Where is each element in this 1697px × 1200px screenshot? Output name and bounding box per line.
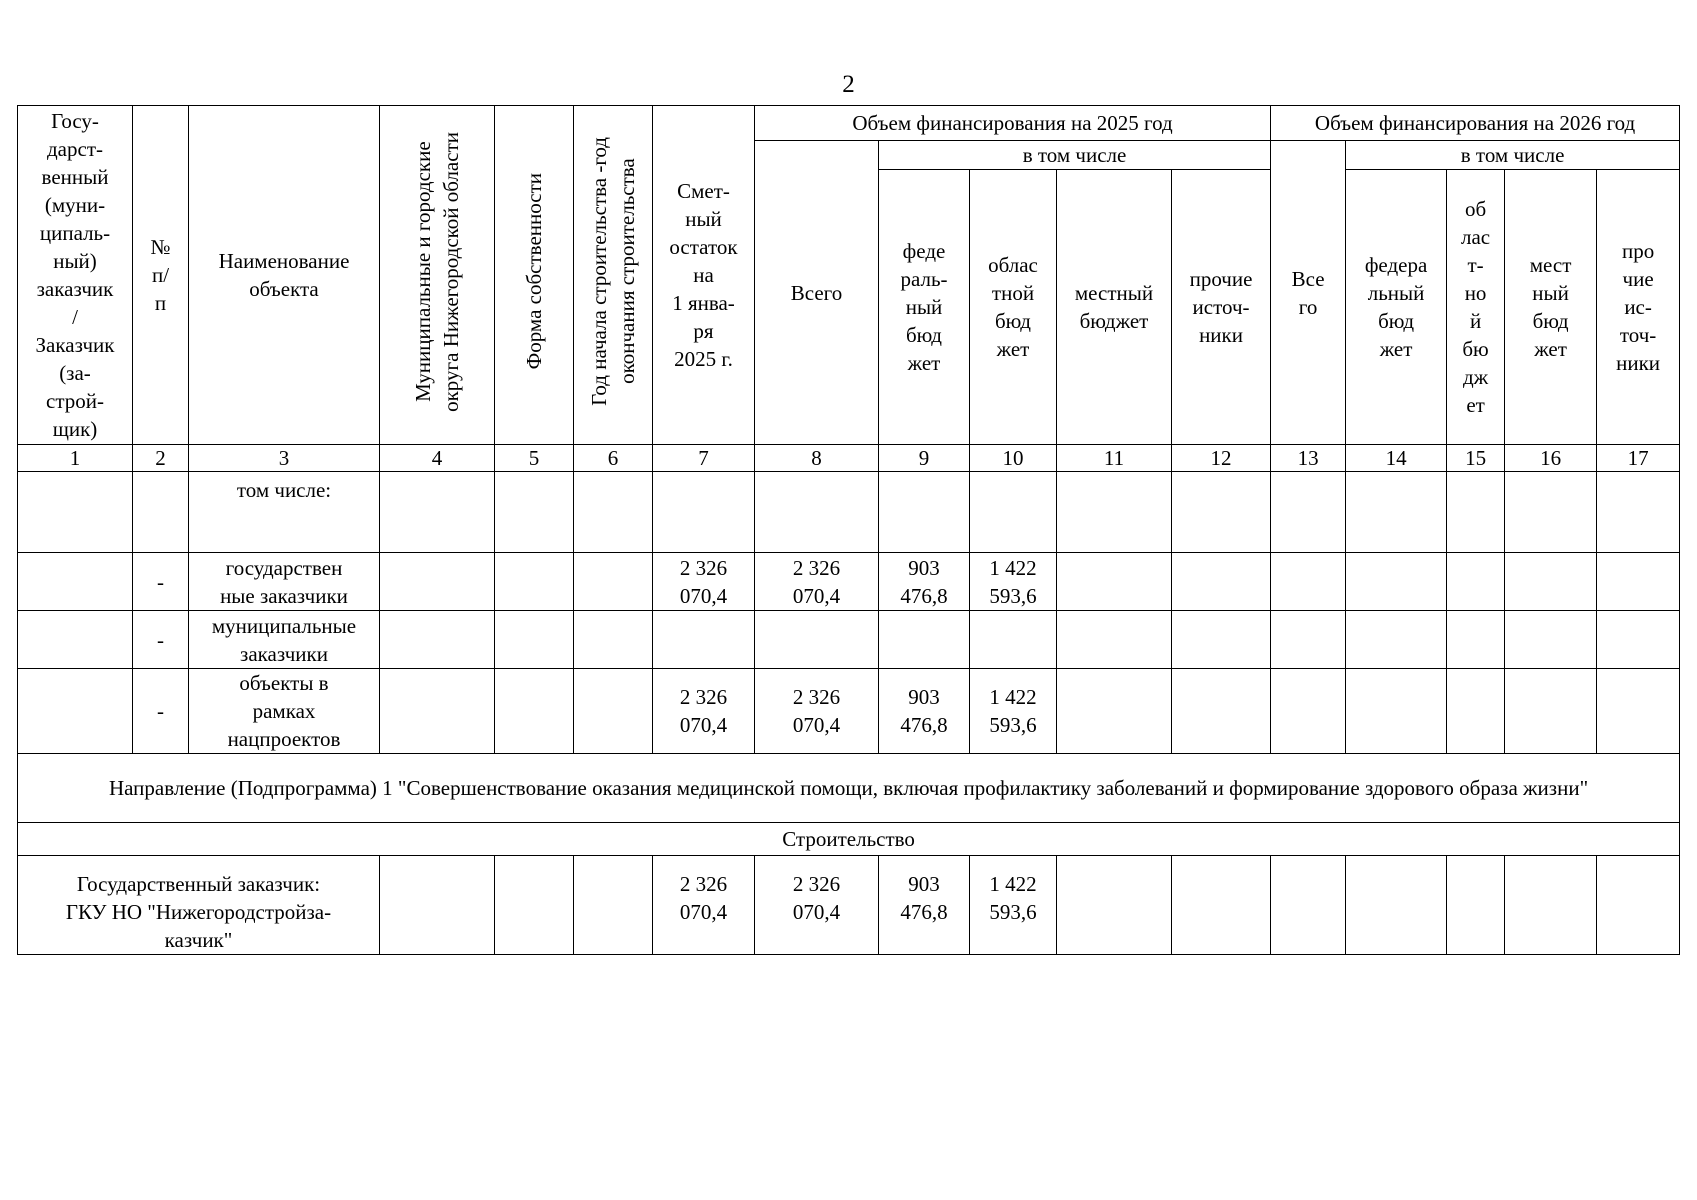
table-row-national-projects [18,669,1680,754]
cell-federal-2025: 903 476,8 [879,669,970,754]
row-number: - [133,611,189,669]
column-number: 4 [380,445,495,472]
header-regional-2026: об лас т- но й бю дж ет [1447,170,1505,445]
cell-total-2025: 2 326 070,4 [755,553,879,611]
cell-estimate-balance: 2 326 070,4 [653,856,755,955]
table-row-municipal-customers [18,611,1680,669]
column-number: 8 [755,445,879,472]
column-number: 2 [133,445,189,472]
row-label-state-customers: государствен ные заказчики [189,553,380,611]
column-number: 16 [1505,445,1597,472]
direction-title: Направление (Подпрограмма) 1 "Совершенствование оказания медицинской помощи, включая профилактику заболеваний и формирование здорового образа жизни" [18,754,1680,823]
column-number: 6 [574,445,653,472]
header-total-2025: Всего [755,141,879,445]
table-row-construction [18,823,1680,856]
column-number-row [18,445,1680,472]
header-object-name: Наименование объекта [189,106,380,445]
header-including-2026: в том числе [1346,141,1680,170]
row-label-including: том числе: [189,472,380,553]
header-years [574,106,653,445]
header-group-2026: Объем финансирования на 2026 год [1271,106,1680,141]
header-municipalities-text: Муниципальные и городские округа Нижегородской области [411,131,463,412]
column-number: 11 [1057,445,1172,472]
header-ownership-text: Форма собственности [522,173,546,370]
header-customer: Госу- дарст- венный (муни- ципаль- ный) заказчик / Заказчик (за- строй- щик) [18,106,133,445]
row-number: - [133,553,189,611]
column-number: 15 [1447,445,1505,472]
header-other-2025: прочие источ- ники [1172,170,1271,445]
header-federal-2025: феде раль- ный бюд жет [879,170,970,445]
row-label-state-customer: Государственный заказчик: ГКУ НО "Нижегородстройза- казчик" [18,856,380,955]
table-row-state-customer [18,856,1680,955]
column-number: 9 [879,445,970,472]
column-number: 1 [18,445,133,472]
row-label-municipal-customers: муниципальные заказчики [189,611,380,669]
header-local-2025: местный бюджет [1057,170,1172,445]
table-row-including [18,472,1680,553]
cell-estimate-balance: 2 326 070,4 [653,553,755,611]
row-number: - [133,669,189,754]
header-group-2025: Объем финансирования на 2025 год [755,106,1271,141]
column-number: 12 [1172,445,1271,472]
financing-table [17,105,1680,955]
header-municipalities [380,106,495,445]
column-number: 10 [970,445,1057,472]
table-row-state-customers [18,553,1680,611]
header-federal-2026: федера льный бюд жет [1346,170,1447,445]
cell-regional-2025: 1 422 593,6 [970,856,1057,955]
cell-regional-2025: 1 422 593,6 [970,553,1057,611]
header-including-2025: в том числе [879,141,1271,170]
header-other-2026: про чие ис- точ- ники [1597,170,1680,445]
section-title-construction: Строительство [18,823,1680,856]
column-number: 3 [189,445,380,472]
header-estimate-balance: Смет- ный остаток на 1 янва- ря 2025 г. [653,106,755,445]
page-number: 2 [842,71,855,98]
column-number: 14 [1346,445,1447,472]
cell-regional-2025: 1 422 593,6 [970,669,1057,754]
cell-total-2025: 2 326 070,4 [755,856,879,955]
cell-federal-2025: 903 476,8 [879,553,970,611]
column-number: 17 [1597,445,1680,472]
cell-estimate-balance: 2 326 070,4 [653,669,755,754]
header-row-1 [18,106,1680,141]
header-years-text: Год начала строительства -год окончания строительства [587,137,639,406]
cell-total-2025: 2 326 070,4 [755,669,879,754]
table-row-direction [18,754,1680,823]
header-number: № п/ п [133,106,189,445]
header-ownership [495,106,574,445]
header-regional-2025: облас тной бюд жет [970,170,1057,445]
column-number: 7 [653,445,755,472]
row-label-national-projects: объекты в рамках нацпроектов [189,669,380,754]
header-total-2026: Все го [1271,141,1346,445]
header-local-2026: мест ный бюд жет [1505,170,1597,445]
column-number: 13 [1271,445,1346,472]
cell-federal-2025: 903 476,8 [879,856,970,955]
column-number: 5 [495,445,574,472]
